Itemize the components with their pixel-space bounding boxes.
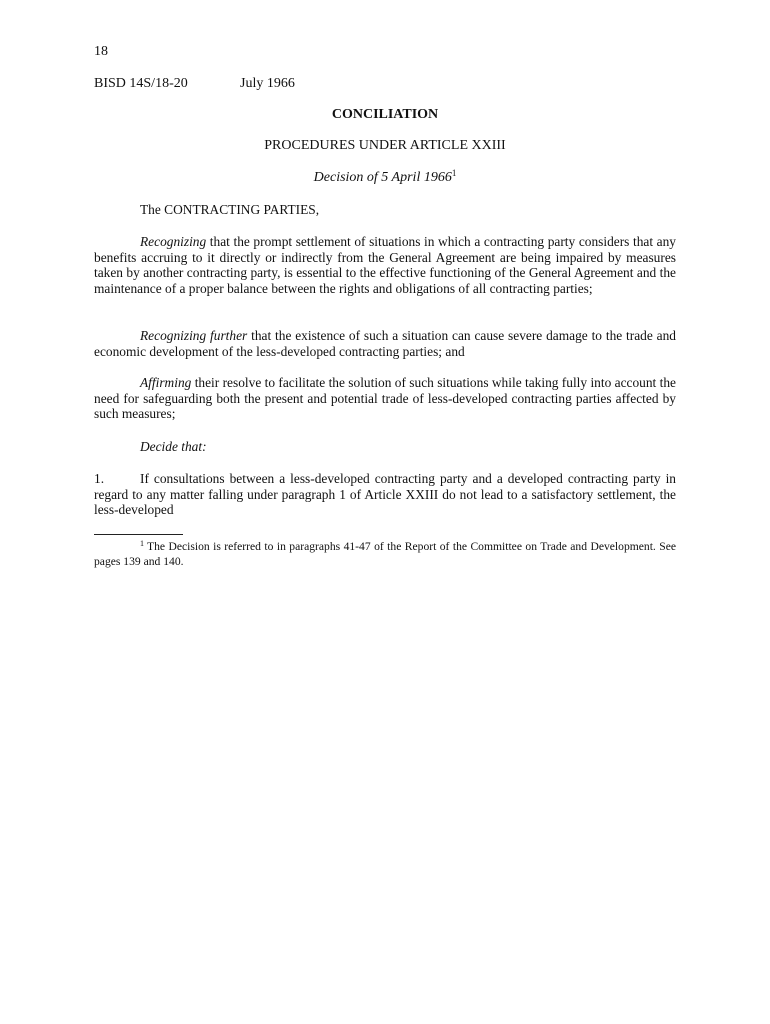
paragraph-text: their resolve to facilitate the solution of such situations while taking fully into account the need for safeguarding both the present and potential trade of less-developed contracting parties affected by such measures;: [94, 375, 676, 422]
paragraph-lead: Recognizing: [140, 234, 207, 249]
paragraph-lead: Affirming: [140, 375, 192, 390]
footnote-divider: [94, 534, 183, 535]
document-date: July 1966: [240, 76, 295, 91]
decision-text: Decision of 5 April 1966: [313, 170, 452, 185]
addressee: The CONTRACTING PARTIES,: [140, 202, 320, 217]
footnote: [94, 539, 676, 569]
footnote-mark: 1: [140, 539, 144, 548]
paragraph-text: that the existence of such a situation can cause severe damage to the trade and economic development of the less-developed contracting parties; and: [94, 328, 676, 359]
paragraph-number: 1.: [94, 471, 105, 486]
document-subtitle: PROCEDURES UNDER ARTICLE XXIII: [264, 138, 506, 153]
document-title: CONCILIATION: [331, 107, 439, 122]
preamble-paragraph-3: [94, 375, 676, 422]
paragraph-text: If consultations between a less-developed contracting party and a developed contracting party in regard to any matter falling under paragraph 1 of Article XXIII do not lead to a satisfactory settlement, the less-developed: [94, 471, 676, 518]
footnote-reference[interactable]: 1: [451, 168, 457, 178]
preamble-paragraph-1: [94, 234, 676, 297]
decide-text: Decide that:: [140, 439, 207, 454]
decision-line: [94, 170, 676, 186]
paragraph-lead: Recognizing further: [140, 328, 248, 343]
paragraph-text: that the prompt settlement of situations in which a contracting party considers that any benefits accruing to it directly or indirectly from the General Agreement are being impaired by measures taken by another contracting party, is essential to the effective functioning of the General Agreement and the maintenance of a proper balance between the rights and obligations of all contracting parties;: [94, 234, 676, 297]
footnote-text: The Decision is referred to in paragraphs 41-47 of the Report of the Committee on Trade and Development. See pages 139 and 140.: [94, 540, 676, 568]
preamble-paragraph-2: [94, 328, 676, 359]
page-number: 18: [94, 44, 108, 59]
document-reference: BISD 14S/18-20: [94, 76, 188, 91]
decide-line: [94, 439, 676, 455]
numbered-paragraph-1: [94, 471, 676, 518]
